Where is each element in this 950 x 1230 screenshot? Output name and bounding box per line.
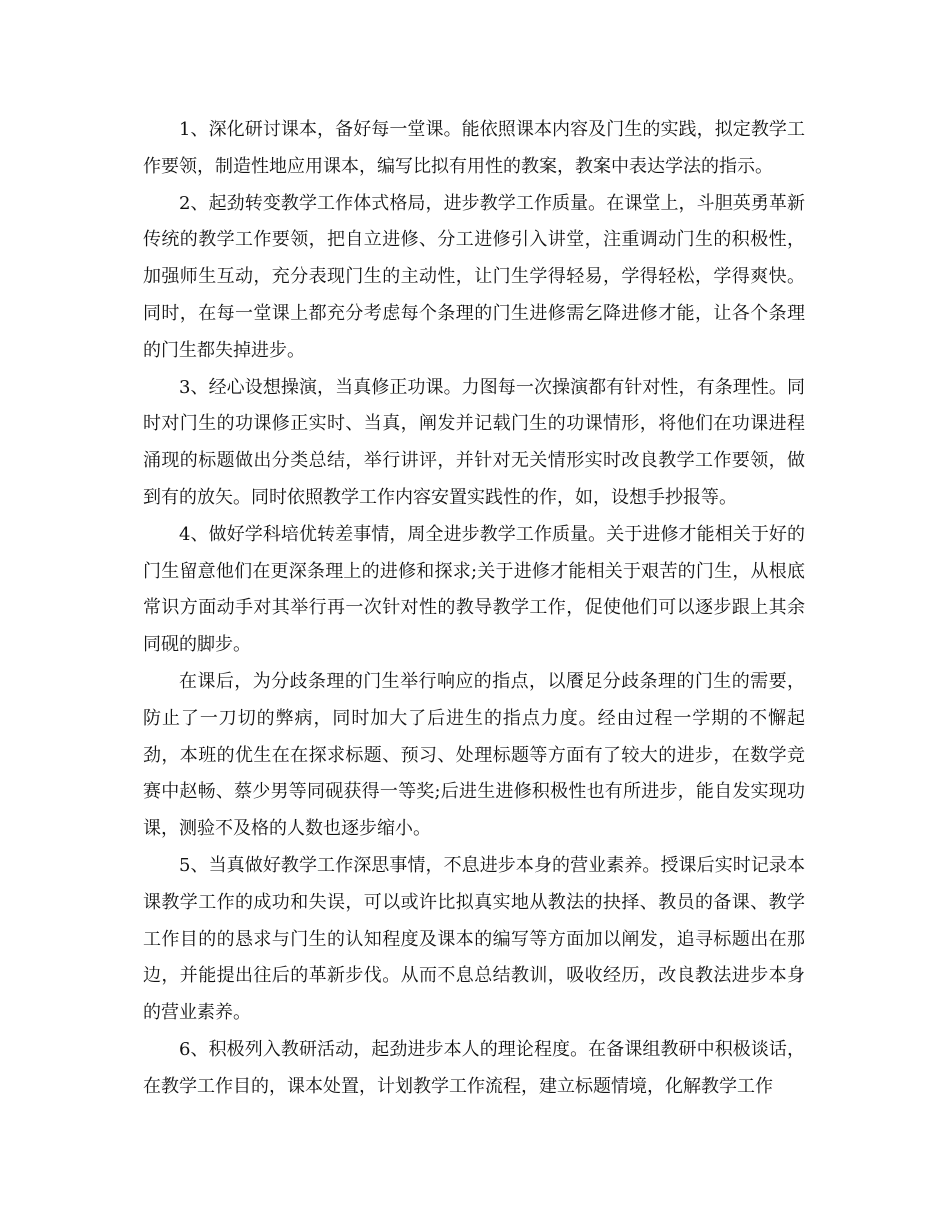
- paragraph-4: 4、做好学科培优转差事情，周全进步教学工作质量。关于进修才能相关于好的门生留意他们在更深条理上的进修和探求;关于进修才能相关于艰苦的门生，从根底常识方面动手对其举行再一次针对性的教导教学工作，促使他们可以逐步跟上其余同砚的脚步。: [143, 523, 805, 656]
- paragraph-5: 在课后，为分歧条理的门生举行响应的指点，以餍足分歧条理的门生的需要，防止了一刀切的弊病，同时加大了后进生的指点力度。经由过程一学期的不懈起劲，本班的优生在在探求标题、预习、处理标题等方面有了较大的进步，在数学竞赛中赵畅、蔡少男等同砚获得一等奖;后进生进修积极性也有所进步，能自发实现功课，测验不及格的人数也逐步缩小。: [143, 670, 805, 840]
- paragraph-2: 2、起劲转变教学工作体式格局，进步教学工作质量。在课堂上，斗胆英勇革新传统的教学工作要领，把自立进修、分工进修引入讲堂，注重调动门生的积极性，加强师生互动，充分表现门生的主动性，让门生学得轻易，学得轻松，学得爽快。同时，在每一堂课上都充分考虑每个条理的门生进修需乞降进修才能，让各个条理的门生都失掉进步。: [143, 192, 805, 361]
- paragraph-3: 3、经心设想操演，当真修正功课。力图每一次操演都有针对性，有条理性。同时对门生的功课修正实时、当真，阐发并记载门生的功课情形，将他们在功课进程涌现的标题做出分类总结，举行讲评，并针对无关情形实时改良教学工作要领，做到有的放矢。同时依照教学工作内容安置实践性的作，如，设想手抄报等。: [143, 376, 805, 508]
- paragraph-6: 5、当真做好教学工作深思事情，不息进步本身的营业素养。授课后实时记录本课教学工作的成功和失误，可以或许比拟真实地从教法的抉择、教员的备课、教学工作目的的恳求与门生的认知程度及课本的编写等方面加以阐发，追寻标题出在那边，并能提出往后的革新步伐。从而不息总结教训，吸收经历，改良教法进步本身的营业素养。: [143, 854, 805, 1024]
- document-body: [143, 112, 805, 1106]
- paragraph-7: 6、积极列入教研活动，起劲进步本人的理论程度。在备课组教研中积极谈话，在教学工作目的，课本处置，计划教学工作流程，建立标题情境，化解教学工作: [143, 1038, 805, 1097]
- paragraph-1: 1、深化研讨课本，备好每一堂课。能依照课本内容及门生的实践，拟定教学工作要领，制造性地应用课本，编写比拟有用性的教案，教案中表达学法的指示。: [143, 119, 805, 177]
